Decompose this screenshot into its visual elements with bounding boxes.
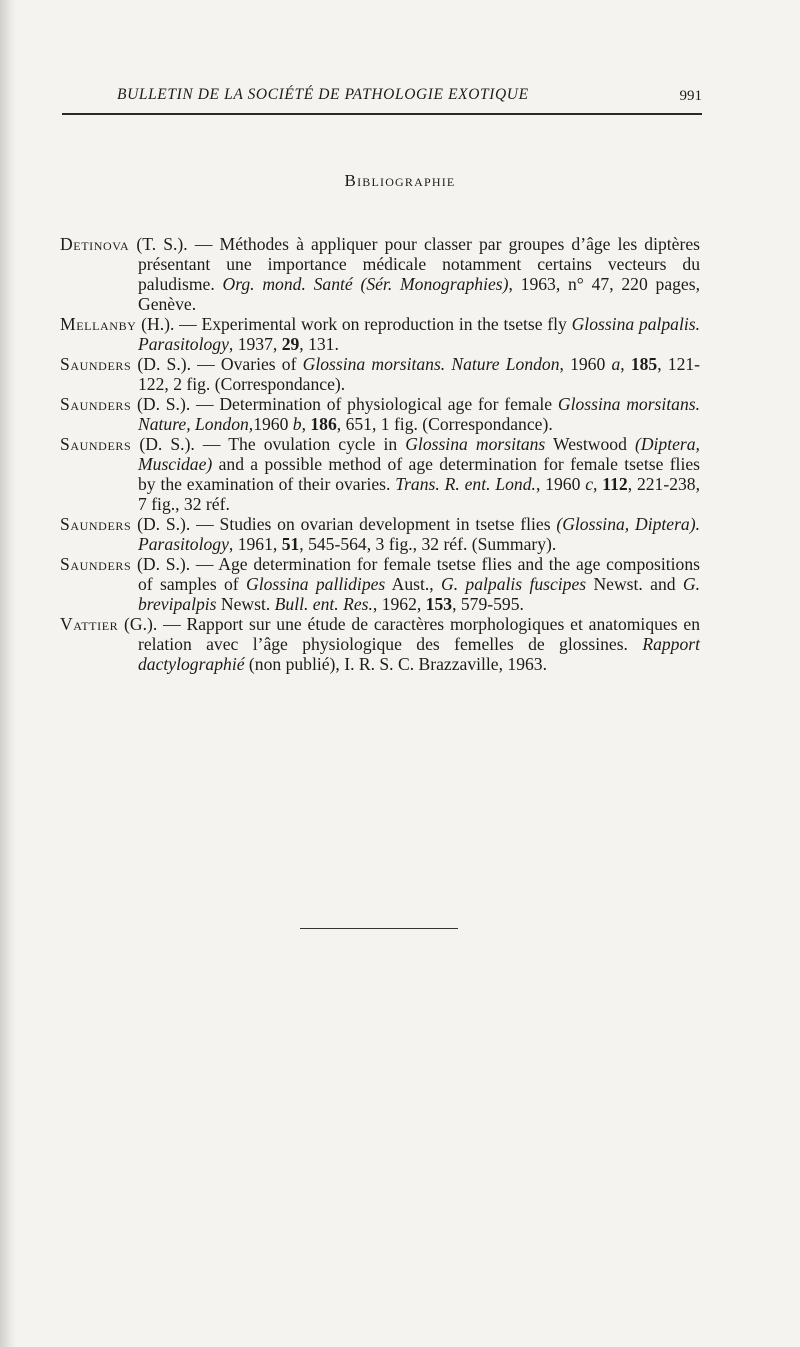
entry-italic-text: c [585,474,594,494]
entry-text: (D. S.). — The ovulation cycle in [131,434,406,454]
bibliography-entry [60,354,700,394]
entry-text: 1960 [253,414,293,434]
entry-text: (non publié), I. R. S. C. Brazzaville, 1963. [244,654,547,674]
entry-text: , 1962, [372,594,426,614]
bibliography-entry [60,394,700,434]
page-header [62,86,702,116]
entry-italic-text: G. palpalis fuscipes [441,574,587,594]
entry-italic-text: Org. mond. Santé (Sér. Monographies) [222,274,509,294]
entry-text: and a possible method of age determination for female tsetse flies by the examination of their ovaries. [138,454,700,494]
section-title: Bibliographie [344,171,456,190]
entry-author: Vattier [60,614,119,634]
bibliography-entry [60,434,700,514]
entry-italic-text: Glossina morsitans. Nature, London, [138,394,701,434]
entry-italic-text: G. brevipalpis [138,574,700,614]
entry-volume: 51 [281,534,300,554]
entry-text: , 1960 [535,474,586,494]
entry-volume: 186 [310,414,337,434]
entry-author: Saunders [60,514,132,534]
entry-author: Saunders [60,354,132,374]
binding-shadow [0,0,16,1347]
entry-text: Newst. and [586,574,683,594]
entry-author: Detinova [60,234,130,254]
entry-italic-text: Glossina morsitans. Nature London [302,354,560,374]
entry-text: Westwood [545,434,635,454]
entry-author: Saunders [60,554,132,574]
entry-italic-text: Glossina pallidipes [245,574,386,594]
entry-text: (D. S.). — Age determination for female tsetse flies and the age compositions of samples of [131,554,700,594]
bibliography-entry [60,614,700,674]
entry-text: (D. S.). — Ovaries of [131,354,303,374]
closing-rule [300,928,458,929]
entry-text: , 1963, n° 47, 220 pages, Genève. [138,274,700,314]
entry-text: , 545-564, 3 fig., 32 réf. (Summary). [299,534,557,554]
entry-text: , [301,414,311,434]
entry-text: (H.). — Experimental work on reproduction in the tsetse fly [136,314,572,334]
entry-italic-text: (Diptera, Muscidae) [138,434,700,474]
entry-text: (D. S.). — Studies on ovarian development in tsetse flies [131,514,557,534]
entry-text: (G.). — Rapport sur une étude de caractères morphologiques et anatomiques en relation avec l’âge physiologique des femelles de glossines. [118,614,700,654]
entry-italic-text: a [611,354,621,374]
entry-volume: 29 [281,334,300,354]
entry-text: Aust., [385,574,441,594]
entry-text: , 1961, [228,534,282,554]
entry-text: (T. S.). — Méthodes à appliquer pour classer par groupes d’âge les diptères présentant une importance médicale notamment certains vecteurs du paludisme. [129,234,700,294]
entry-text: , 579-595. [452,594,524,614]
entry-text: , 651, 1 fig. (Correspondance). [336,414,553,434]
entry-author: Saunders [60,394,132,414]
entry-author: Mellanby [60,314,137,334]
entry-italic-text: Bull. ent. Res. [274,594,373,614]
entry-text: , [593,474,603,494]
entry-volume: 153 [425,594,453,614]
entry-text: Newst. [216,594,275,614]
entry-text: , 121-122, 2 fig. (Correspondance). [138,354,701,394]
entry-text: , 131. [299,334,339,354]
running-head: BULLETIN DE LA SOCIÉTÉ DE PATHOLOGIE EXOTIQUE [117,86,529,103]
entry-text: (D. S.). — Determination of physiological age for female [131,394,558,414]
bibliography-entry [60,554,700,614]
entry-italic-text: Glossina palpalis. Parasitology [138,314,700,354]
entry-text: , 1960 [559,354,612,374]
bibliography-entry [60,514,700,554]
entry-italic-text: Glossina morsitans [405,434,546,454]
bibliography-entry [60,314,700,354]
entry-text: , 1937, [228,334,282,354]
entry-volume: 112 [602,474,628,494]
entry-italic-text: b [292,414,302,434]
entry-text: , [620,354,631,374]
entry-italic-text: (Glossina, Diptera). Parasitology [138,514,700,554]
entry-italic-text: Trans. R. ent. Lond. [395,474,536,494]
entry-author: Saunders [60,434,132,454]
page-number: 991 [679,88,702,104]
bibliography-list [60,234,700,674]
entry-volume: 185 [630,354,658,374]
bibliography-entry [60,234,700,314]
header-rule [62,113,702,115]
entry-italic-text: Rapport dactylographié [138,634,700,674]
entry-text: , 221-238, 7 fig., 32 réf. [138,474,701,514]
